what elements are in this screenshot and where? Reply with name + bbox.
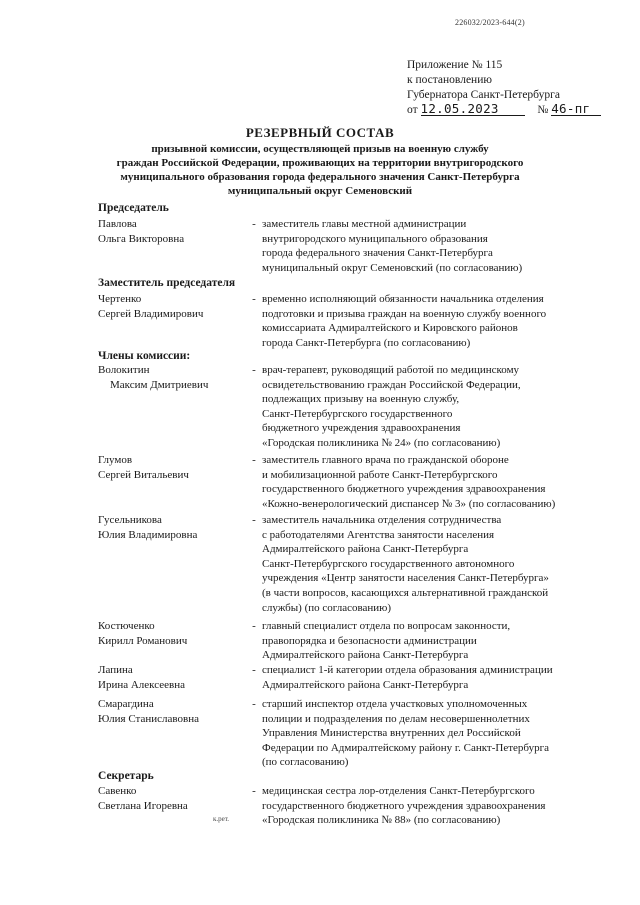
position-line: муниципальный округ Семеновский (по согласованию) [262, 261, 523, 274]
separator-dash: - [252, 785, 256, 797]
position-line: главный специалист отдела по вопросам законности, [262, 620, 511, 632]
position-line: комиссариата Адмиралтейского и Кировского районов [262, 322, 518, 335]
separator-dash: - [252, 218, 256, 230]
member-surname: Волокитин [98, 364, 150, 376]
member-surname: Чертенко [98, 293, 142, 305]
separator-dash: - [252, 454, 256, 466]
position-line: «Городская поликлиника № 24» (по согласованию) [262, 436, 501, 449]
member-position [262, 363, 602, 451]
member-given-name: Ирина Алексеевна [98, 678, 185, 691]
appendix-block [407, 58, 601, 118]
member-surname: Савенко [98, 785, 137, 797]
separator-dash: - [252, 364, 256, 376]
position-line: медицинская сестра лор-отделения Санкт-Петербургского [262, 785, 535, 797]
member-name [98, 363, 248, 392]
member-surname: Смарагдина [98, 698, 154, 710]
member-surname: Костюченко [98, 620, 155, 632]
position-line: специалист 1-й категории отдела образования администрации [262, 664, 553, 676]
member-given-name: Сергей Владимирович [98, 307, 204, 320]
member-given-name: Сергей Витальевич [98, 468, 189, 481]
position-line: Адмиралтейского района Санкт-Петербурга [262, 649, 469, 662]
position-line: заместитель главы местной администрации [262, 218, 467, 230]
member-name [98, 292, 248, 321]
position-line: службы) (по согласованию) [262, 601, 392, 614]
member-given-name: Ольга Викторовна [98, 232, 185, 245]
position-line: Адмиралтейского района Санкт-Петербурга [262, 678, 469, 691]
sign-mark: к.рет. [213, 815, 230, 823]
appendix-line-1: Приложение № 115 [407, 59, 503, 71]
position-line: полиции и подразделения по делам несовершеннолетних [262, 712, 530, 725]
position-line: временно исполняющий обязанности начальника отделения [262, 293, 544, 305]
section-heading-secretary: Секретарь [98, 770, 154, 782]
position-line: подлежащих призыву на военную службу, [262, 393, 460, 406]
member-given-name: Светлана Игоревна [98, 799, 188, 812]
member-given-name: Юлия Станиславовна [98, 712, 199, 725]
separator-dash: - [252, 664, 256, 676]
member-surname: Глумов [98, 454, 133, 466]
member-position [262, 292, 602, 350]
position-line: (в части вопросов, касающихся альтернативной гражданской [262, 586, 549, 599]
position-line: врач-терапевт, руководящий работой по медицинскому [262, 364, 520, 376]
member-given-name: Кирилл Романович [98, 634, 188, 647]
member-position [262, 453, 602, 511]
appendix-date-row [407, 103, 601, 118]
position-line: с работодателями Агентства занятости населения [262, 528, 495, 541]
position-line: учреждения «Центр занятости населения Санкт-Петербурга» [262, 572, 549, 585]
number-prefix: № [537, 104, 549, 116]
position-line: бюджетного учреждения здравоохранения [262, 422, 461, 435]
subtitle-line: граждан Российской Федерации, проживающих на территории внутригородского [116, 157, 524, 169]
position-line: внутригородского муниципального образования [262, 232, 488, 245]
member-position [262, 513, 602, 615]
member-position [262, 697, 602, 770]
position-line: Санкт-Петербургского государственного автономного [262, 557, 515, 570]
date-prefix: от [407, 104, 418, 116]
member-position [262, 217, 602, 275]
member-name [98, 784, 248, 813]
position-line: Управления Министерства внутренних дел Российской [262, 727, 521, 740]
document-number: 226032/2023-644(2) [455, 18, 525, 27]
position-line: государственного бюджетного учреждения здравоохранения [262, 799, 546, 812]
page-title: РЕЗЕРВНЫЙ СОСТАВ [245, 125, 395, 140]
member-name [98, 513, 248, 542]
member-name [98, 663, 248, 692]
position-line: заместитель главного врача по гражданской обороне [262, 454, 509, 466]
member-given-name: Юлия Владимировна [98, 528, 198, 541]
separator-dash: - [252, 698, 256, 710]
member-given-name: Максим Дмитриевич [110, 378, 209, 391]
separator-dash: - [252, 514, 256, 526]
position-line: Санкт-Петербургского государственного [262, 407, 453, 420]
subtitle-line: муниципального образования города федерального значения Санкт-Петербурга [120, 171, 520, 183]
appendix-line-3: Губернатора Санкт-Петербурга [407, 89, 560, 101]
position-line: «Кожно-венерологический диспансер № 3» (по согласованию) [262, 497, 556, 510]
appendix-line-2: к постановлению [407, 74, 492, 86]
separator-dash: - [252, 293, 256, 305]
member-name [98, 217, 248, 246]
member-name [98, 697, 248, 726]
member-surname: Лапина [98, 664, 133, 676]
decree-date: 12.05.2023 [421, 103, 525, 116]
position-line: Федерации по Адмиралтейскому району г. Санкт-Петербурга [262, 741, 549, 754]
position-line: правопорядка и безопасности администрации [262, 634, 477, 647]
position-line: заместитель начальника отделения сотрудничества [262, 514, 502, 526]
member-surname: Гусельникова [98, 514, 162, 526]
position-line: подготовки и призыва граждан на военную службу военного [262, 307, 547, 320]
position-line: «Городская поликлиника № 88» (по согласованию) [262, 814, 501, 827]
member-position [262, 619, 602, 663]
position-line: города федерального значения Санкт-Петербурга [262, 247, 493, 260]
decree-number: 46-пг [551, 103, 601, 116]
member-name [98, 453, 248, 482]
position-line: старший инспектор отдела участковых уполномоченных [262, 698, 528, 710]
member-name [98, 619, 248, 648]
position-line: государственного бюджетного учреждения здравоохранения [262, 483, 546, 496]
section-heading-deputy: Заместитель председателя [98, 277, 236, 289]
position-line: Адмиралтейского района Санкт-Петербурга [262, 543, 469, 556]
member-position [262, 663, 602, 692]
separator-dash: - [252, 620, 256, 632]
position-line: города Санкт-Петербурга (по согласованию) [262, 336, 471, 349]
section-heading-members: Члены комиссии: [98, 350, 191, 362]
page-subtitle [80, 142, 560, 198]
section-heading-chair: Председатель [98, 202, 169, 214]
member-surname: Павлова [98, 218, 137, 230]
position-line: (по согласованию) [262, 756, 349, 769]
subtitle-line: муниципальный округ Семеновский [227, 185, 413, 197]
position-line: освидетельствованию граждан Российской Федерации, [262, 378, 521, 391]
member-position [262, 784, 602, 828]
subtitle-line: призывной комиссии, осуществляющей призыв на военную службу [151, 143, 489, 155]
position-line: и мобилизационной работе Санкт-Петербургского [262, 468, 498, 481]
